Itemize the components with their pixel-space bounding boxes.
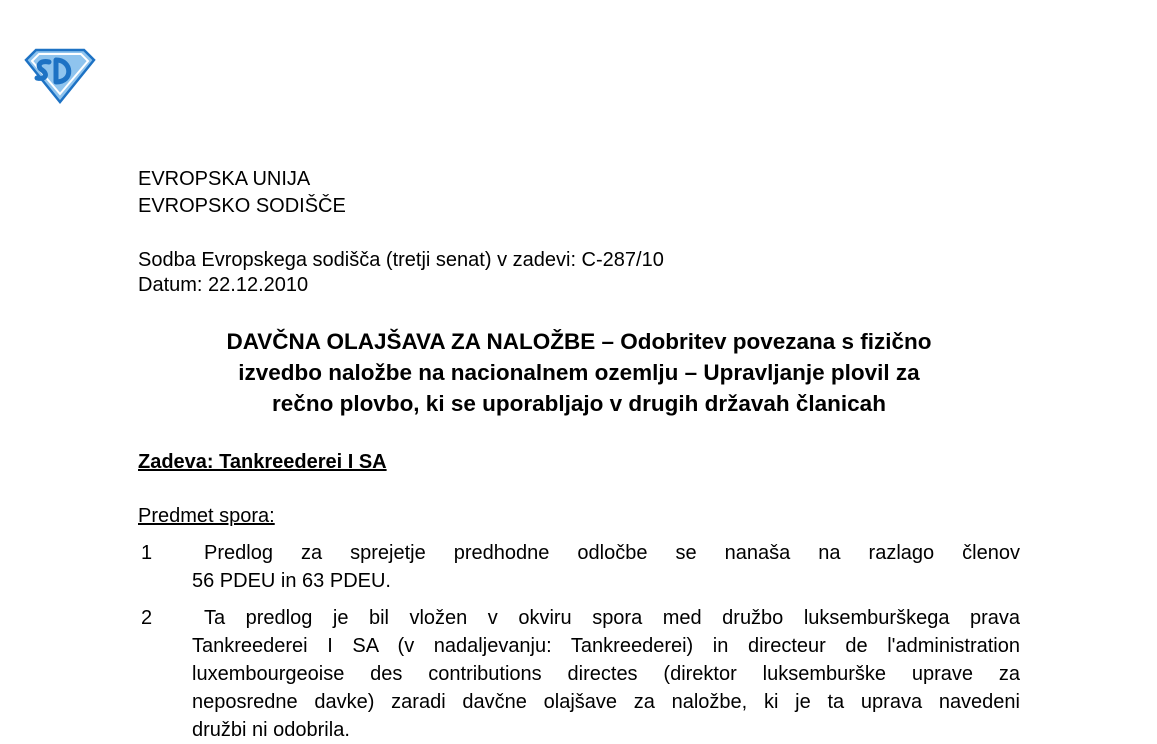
paragraph-line: Tankreederei I SA (v nadaljevanju: Tankreederei) in directeur de l'administration — [192, 635, 1020, 657]
paragraph — [192, 604, 1020, 744]
sd-logo-icon — [22, 48, 96, 104]
paragraph-line: 56 PDEU in 63 PDEU. — [192, 570, 391, 592]
paragraph-line: družbi ni odobrila. — [192, 719, 350, 741]
title-line-1: DAVČNA OLAJŠAVA ZA NALOŽBE – Odobritev povezana s fizično — [226, 329, 932, 354]
title-line-2: izvedbo naložbe na nacionalnem ozemlju – Upravljanje plovil za — [238, 360, 920, 385]
dispute-label: Predmet spora: — [138, 505, 275, 527]
case-judgment: Sodba Evropskega sodišča (tretji senat) v zadevi: C-287/10 — [138, 249, 664, 271]
paragraph-number: 1 — [141, 542, 153, 564]
paragraph-number: 2 — [141, 607, 153, 629]
document-title — [138, 326, 1020, 419]
header-court: EVROPSKO SODIŠČE — [138, 195, 346, 217]
case-date: Datum: 22.12.2010 — [138, 274, 309, 296]
paragraph-line: Predlog za sprejetje predhodne odločbe se nanaša na razlago členov — [204, 542, 1020, 564]
title-line-3: rečno plovbo, ki se uporabljajo v drugih državah članicah — [272, 391, 886, 416]
header-eu: EVROPSKA UNIJA — [138, 168, 311, 190]
paragraph — [192, 539, 1020, 595]
paragraph-line: Ta predlog je bil vložen v okviru spora med družbo luksemburškega prava — [204, 607, 1020, 629]
case-subject: Zadeva: Tankreederei I SA — [138, 451, 387, 473]
paragraph-line: luxembourgeoise des contributions directes (direktor luksemburške uprave za — [192, 663, 1020, 685]
paragraph-line: neposredne davke) zaradi davčne olajšave za naložbe, ki je ta uprava navedeni — [192, 691, 1020, 713]
